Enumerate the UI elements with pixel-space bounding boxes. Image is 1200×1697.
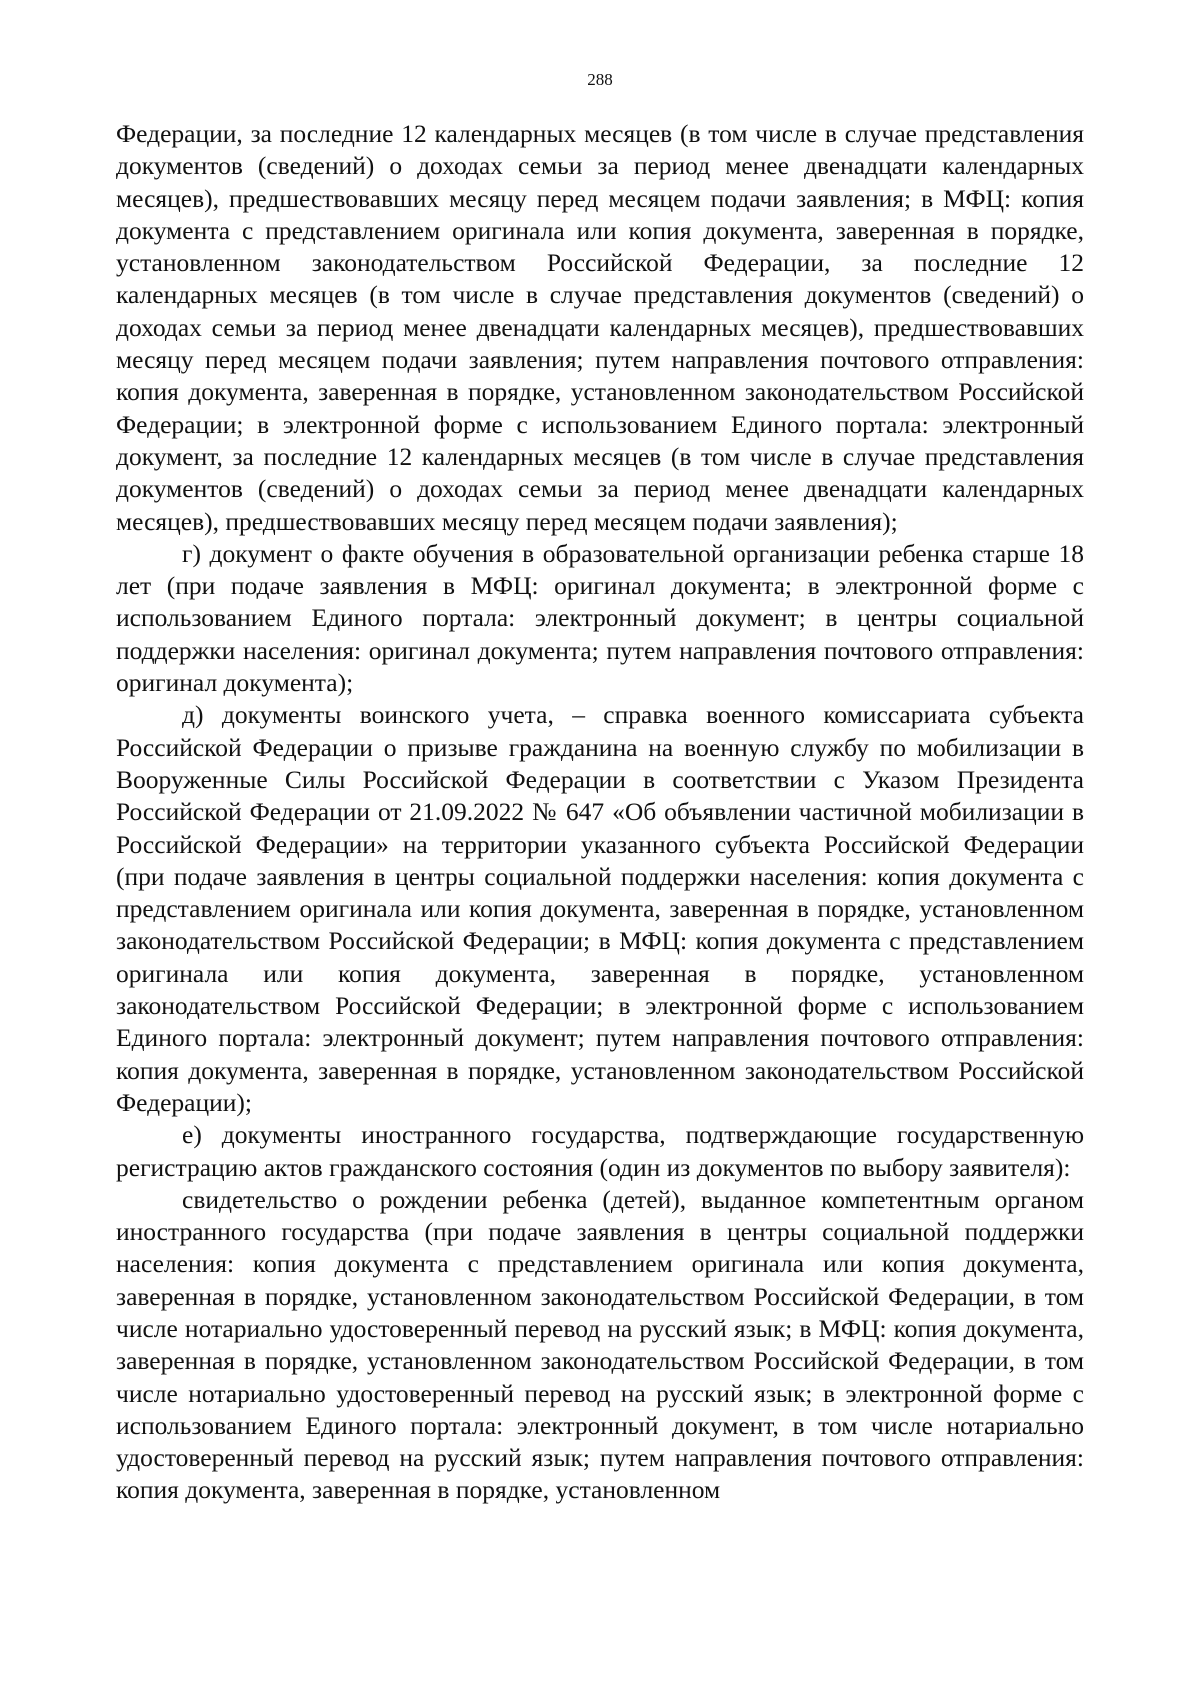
paragraph-item-e: е) документы иностранного государства, подтверждающие государственную регистрацию актов гражданского состояния (один из документов по выбору заявителя):	[116, 1120, 1084, 1182]
paragraph-birth-certificate: свидетельство о рождении ребенка (детей), выданное компетентным органом иностранного государства (при подаче заявления в центры социальной поддержки населения: копия документа с представлением оригинала или копия документа, заверенная в порядке, установленном законодательством Российской Федерации, в том числе нотариально удостоверенный перевод на русский язык; в МФЦ: копия документа, заверенная в порядке, установленном законодательством Российской Федерации, в том числе нотариально удостоверенный перевод на русский язык; в электронной форме с использованием Единого портала: электронный документ, в том числе нотариально удостоверенный перевод на русский язык; путем направления почтового отправления: копия документа, заверенная в порядке, установленном	[116, 1184, 1084, 1505]
page-number: 288	[587, 70, 613, 89]
paragraph-item-d: д) документы воинского учета, – справка военного комиссариата субъекта Российской Федерации о призыве гражданина на военную службу по мобилизации в Вооруженные Силы Российской Федерации в соответствии с Указом Президента Российской Федерации от 21.09.2022 № 647 «Об объявлении частичной мобилизации в Российской Федерации» на территории указанного субъекта Российской Федерации (при подаче заявления в центры социальной поддержки населения: копия документа с представлением оригинала или копия документа, заверенная в порядке, установленном законодательством Российской Федерации; в МФЦ: копия документа с представлением оригинала или копия документа, заверенная в порядке, установленном законодательством Российской Федерации; в электронной форме с использованием Единого портала: электронный документ; путем направления почтового отправления: копия документа, заверенная в порядке, установленном законодательством Российской Федерации);	[116, 700, 1084, 1117]
paragraph-item-g: г) документ о факте обучения в образовательной организации ребенка старше 18 лет (при подаче заявления в МФЦ: оригинал документа; в электронной форме с использованием Единого портала: электронный документ; в центры социальной поддержки населения: оригинал документа; путем направления почтового отправления: оригинал документа);	[116, 538, 1084, 698]
paragraph-continuation: Федерации, за последние 12 календарных месяцев (в том числе в случае представления документов (сведений) о доходах семьи за период менее двенадцати календарных месяцев), предшествовавших месяцу перед месяцем подачи заявления; в МФЦ: копия документа с представлением оригинала или копия документа, заверенная в порядке, установленном законодательством Российской Федерации, за последние 12 календарных месяцев (в том числе в случае представления документов (сведений) о доходах семьи за период менее двенадцати календарных месяцев), предшествовавших месяцу перед месяцем подачи заявления; путем направления почтового отправления: копия документа, заверенная в порядке, установленном законодательством Российской Федерации; в электронной форме с использованием Единого портала: электронный документ, за последние 12 календарных месяцев (в том числе в случае представления документов (сведений) о доходах семьи за период менее двенадцати календарных месяцев), предшествовавших месяцу перед месяцем подачи заявления);	[116, 119, 1084, 536]
document-body	[116, 118, 1084, 1507]
